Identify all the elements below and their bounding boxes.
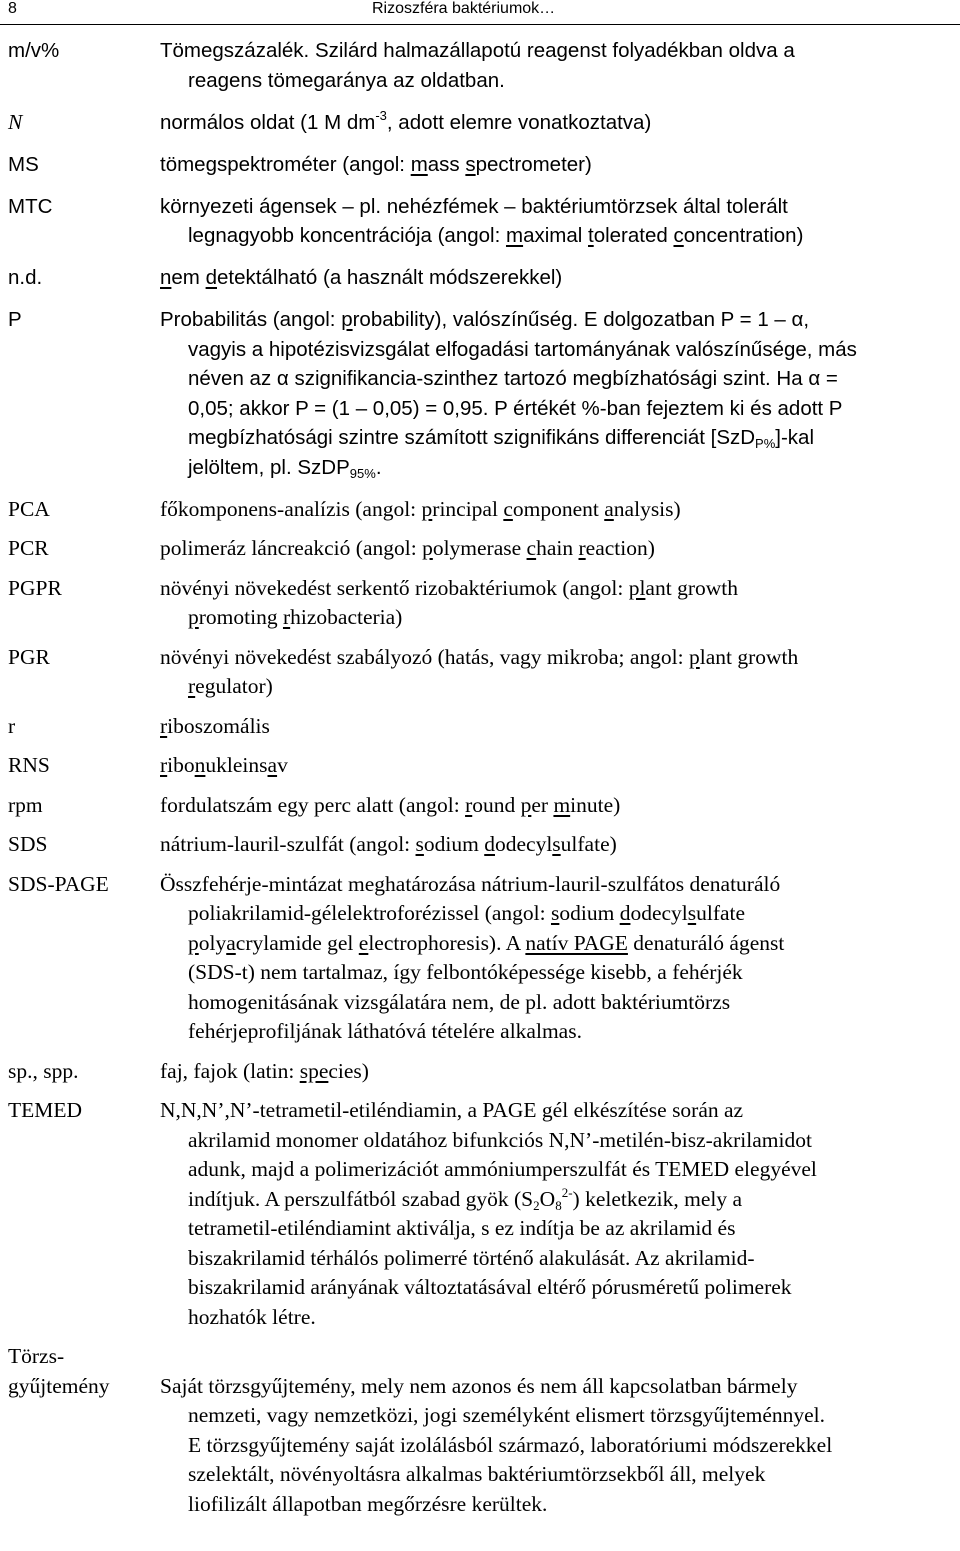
abbrev-entry-mv <box>0 36 960 95</box>
abbrev-entry-torzsgyujtemeny <box>0 1342 960 1519</box>
header-rule <box>0 24 960 25</box>
abbrev-term: TEMED <box>8 1098 83 1122</box>
abbrev-term: PCR <box>8 536 49 560</box>
abbrev-term: P <box>8 308 22 331</box>
abbrev-entry-pgpr <box>0 574 960 633</box>
abbrev-entry-sp <box>0 1057 960 1087</box>
abbrev-definition: Saját törzsgyűjtemény, mely nem azonos és nem áll kapcsolatban bármely nemzeti, vagy nemzetközi, jogi személyként elismert törzsgyűjteménnyel. E törzsgyűjtemény saját izolálásból származó, laboratóriumi módszerekkel szelektált, növényoltásra alkalmas baktériumtörzsekből áll, melyek liofilizált állapotban megőrzésre kerültek. <box>160 1373 833 1516</box>
abbrev-entry-r <box>0 712 960 742</box>
abbrev-definition: növényi növekedést szabályozó (hatás, vagy mikroba; angol: plant growth regulator) <box>160 644 799 698</box>
abbrev-definition: növényi növekedést serkentő rizobaktériumok (angol: plant growth promoting rhizobacteria) <box>160 575 738 629</box>
abbreviation-list <box>0 36 960 1532</box>
abbrev-entry-pcr <box>0 534 960 564</box>
abbrev-definition: ribonukleinsav <box>160 753 288 777</box>
abbrev-entry-n <box>0 108 960 138</box>
abbrev-term: SDS <box>8 832 48 856</box>
abbrev-entry-nd <box>0 263 960 293</box>
abbrev-definition: tömegspektrométer (angol: mass spectrometer) <box>160 152 592 176</box>
abbrev-entry-sds-page <box>0 870 960 1047</box>
abbrev-entry-ms <box>0 150 960 180</box>
abbrev-term: RNS <box>8 753 50 777</box>
abbrev-entry-sds <box>0 830 960 860</box>
abbrev-definition: faj, fajok (latin: species) <box>160 1058 369 1083</box>
abbrev-term: n.d. <box>8 266 43 289</box>
abbrev-entry-mtc <box>0 192 960 251</box>
abbrev-definition: normálos oldat (1 M $dm^{-3}$, adott elemre vonatkoztatva) <box>160 107 652 134</box>
abbrev-definition: nem detektálható (a használt módszerekkel) <box>160 266 563 289</box>
page-number: 8 <box>8 0 17 17</box>
abbrev-term: Törzs- gyűjtemény <box>8 1344 110 1398</box>
abbrev-term: PCA <box>8 496 50 521</box>
abbrev-entry-temed <box>0 1096 960 1332</box>
abbrev-term: m/v% <box>8 39 60 62</box>
abbrev-definition: nátrium-lauril-szulfát (angol: sodium dodecylsulfate) <box>160 832 617 856</box>
abbrev-definition: fordulatszám egy perc alatt (angol: round per minute) <box>160 792 621 817</box>
abbrev-definition: polimeráz láncreakció (angol: polymerase chain reaction) <box>160 536 655 560</box>
abbrev-entry-p <box>0 305 960 482</box>
abbrev-definition: Probabilitás (angol: probability), valószínűség. E dolgozatban P = 1 – α, vagyis a hipotézisvizsgálat elfogadási tartományának valószínűsége, más néven az α szignifikancia-szinthez tartozó megbízhatósági szint. Ha α = 0,05; akkor P = (1 – 0,05) = 0,95. P értékét %-ban fejeztem ki és adott P megbízhatósági szintre számított szignifikáns differenciát [SzD$_{P\%}$]-kal jelöltem, pl. SzDP$_{95\%}$. <box>160 308 857 481</box>
page-header <box>0 0 960 26</box>
abbrev-term: PGR <box>8 644 50 669</box>
abbrev-entry-pca <box>0 495 960 525</box>
abbrev-definition: főkomponens-analízis (angol: principal component analysis) <box>160 496 681 521</box>
abbrev-term: r <box>8 713 16 738</box>
abbrev-term: SDS-PAGE <box>8 871 109 896</box>
abbrev-term: PGPR <box>8 575 62 600</box>
abbrev-definition: N,N,N’,N’-tetrametil-etiléndiamin, a PAGE gél elkészítése során az akrilamid monomer oldatához bifunkciós N,N’-metilén-bisz-akrilamidot adunk, majd a polimerizációt ammóniumperszulfát és TEMED elegyével indítjuk. A perszulfátból szabad gyök $(S_2O_8^{2-})$ keletkezik, mely a tetrametil-etiléndiamint aktiválja, s ez indítja be az akrilamid és biszakrilamid térhálós polimerré történő alakulását. Az akrilamid- biszakrilamid arányának változtatásával eltérő pórusméretű polimerek hozhatók létre. <box>160 1098 817 1329</box>
abbrev-entry-rns <box>0 751 960 781</box>
abbrev-term: N <box>8 109 23 134</box>
abbrev-term: MTC <box>8 194 53 218</box>
abbrev-term: sp., spp. <box>8 1058 79 1083</box>
running-title: Rizoszféra baktériumok… <box>372 0 556 17</box>
abbrev-entry-rpm <box>0 791 960 821</box>
abbrev-definition: Tömegszázalék. Szilárd halmazállapotú reagenst folyadékban oldva a reagens tömegaránya az oldatban. <box>160 39 795 92</box>
abbrev-definition: riboszomális <box>160 713 270 738</box>
abbrev-term: rpm <box>8 792 43 817</box>
abbrev-definition: Összfehérje-mintázat meghatározása nátrium-lauril-szulfátos denaturáló poliakrilamid-gélelektroforézissel (angol: sodium dodecylsulfate polyacrylamide gel electrophoresis). A natív PAGE denaturáló ágenst (SDS-t) nem tartalmaz, így felbontóképessége kisebb, a fehérjék homogenitásának vizsgálatára nem, de pl. adott baktériumtörzs fehérjeprofiljának láthatóvá tételére alkalmas. <box>160 871 785 1043</box>
abbrev-term: MS <box>8 152 39 176</box>
abbrev-definition: környezeti ágensek – pl. nehézfémek – baktériumtörzsek által tolerált legnagyobb koncentrációja (angol: maximal tolerated concentration) <box>160 194 804 247</box>
abbrev-entry-pgr <box>0 643 960 702</box>
